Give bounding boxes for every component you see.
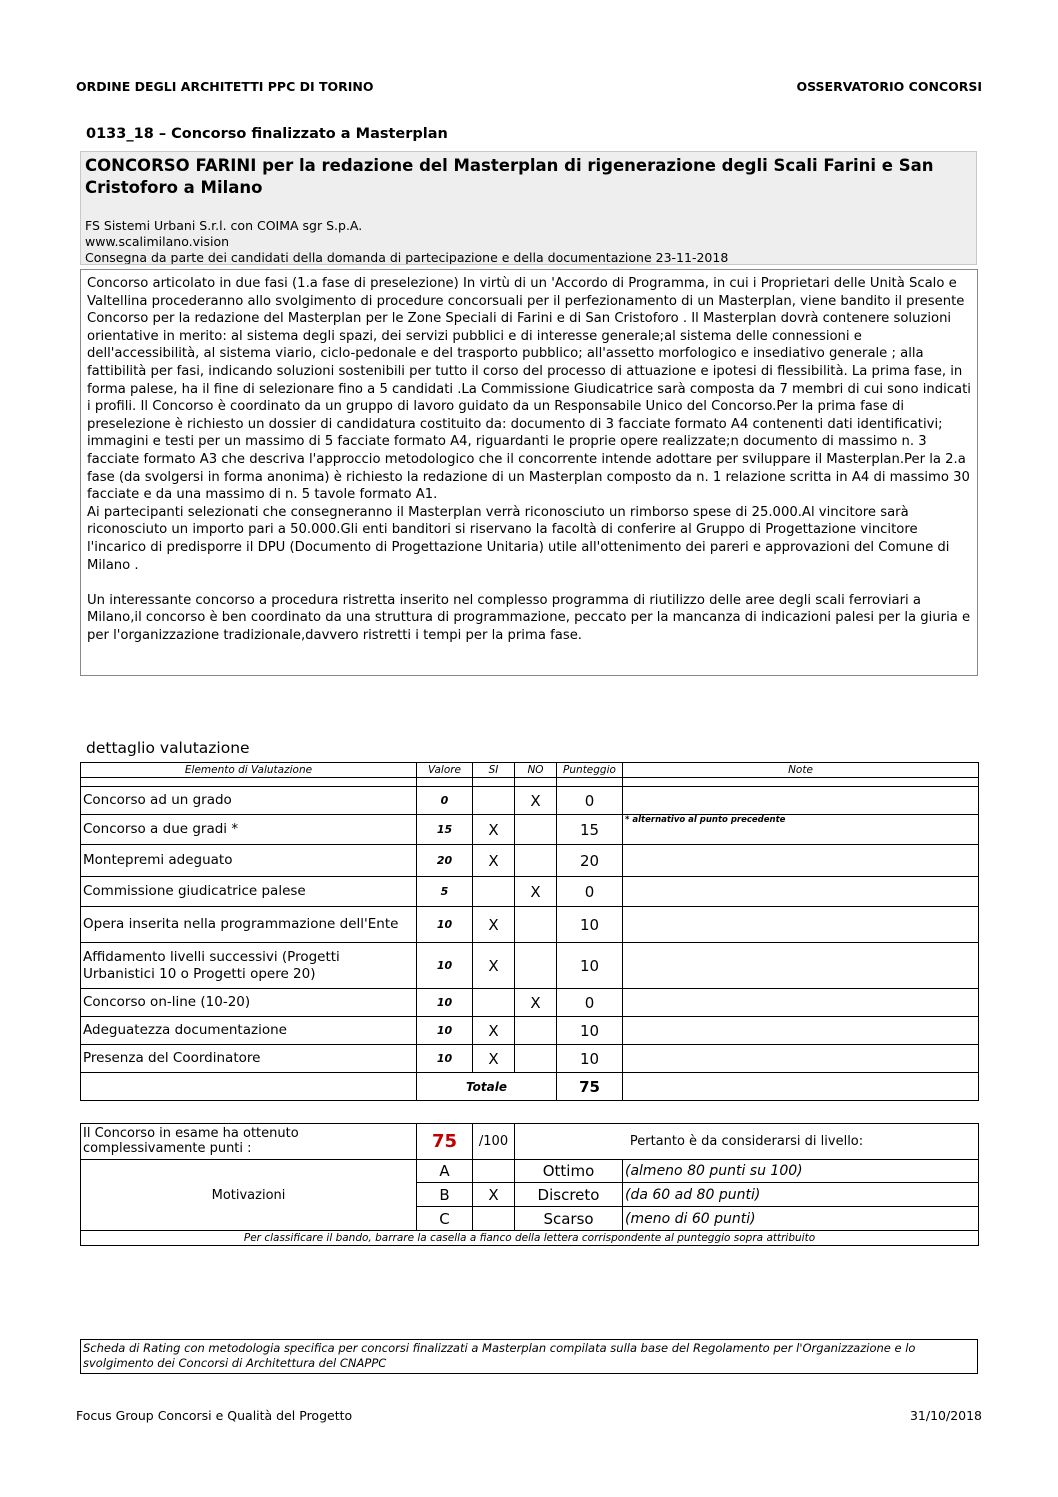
- evaluation-row: [81, 787, 979, 815]
- description-box: [80, 269, 978, 676]
- evaluation-element: Concorso on-line (10-20): [81, 989, 417, 1017]
- total-note: [623, 1073, 979, 1101]
- evaluation-section-title: dettaglio valutazione: [86, 739, 250, 757]
- summary-level-text: Pertanto è da considerarsi di livello:: [515, 1124, 979, 1160]
- level-row: [81, 1160, 979, 1183]
- evaluation-score: 0: [557, 877, 623, 907]
- instruction-row: [81, 1231, 979, 1246]
- evaluation-no: [515, 815, 557, 845]
- evaluation-si: X: [473, 845, 515, 877]
- contest-info-box: [80, 151, 977, 265]
- evaluation-si: X: [473, 815, 515, 845]
- evaluation-note: [623, 907, 979, 943]
- evaluation-value: 10: [417, 989, 473, 1017]
- evaluation-note: * alternativo al punto precedente: [623, 815, 979, 845]
- evaluation-si: [473, 989, 515, 1017]
- column-header: Note: [623, 763, 979, 778]
- level-letter: C: [417, 1207, 473, 1231]
- evaluation-no: [515, 907, 557, 943]
- code-title: 0133_18 – Concorso finalizzato a Masterplan: [86, 126, 448, 142]
- evaluation-note: [623, 845, 979, 877]
- column-header: Elemento di Valutazione: [81, 763, 417, 778]
- table-header-row: [81, 763, 979, 778]
- evaluation-value: 0: [417, 787, 473, 815]
- level-mark: [473, 1207, 515, 1231]
- level-mark: X: [473, 1183, 515, 1207]
- evaluation-table: [80, 762, 979, 1101]
- column-header: NO: [515, 763, 557, 778]
- summary-points-row: [81, 1124, 979, 1160]
- evaluation-si: X: [473, 907, 515, 943]
- evaluation-element: Presenza del Coordinatore: [81, 1045, 417, 1073]
- evaluation-value: 5: [417, 877, 473, 907]
- motivation-label: Motivazioni: [81, 1160, 417, 1231]
- evaluation-no: [515, 1017, 557, 1045]
- evaluation-score: 10: [557, 1045, 623, 1073]
- level-name: Discreto: [515, 1183, 623, 1207]
- evaluation-note: [623, 1045, 979, 1073]
- evaluation-si: [473, 877, 515, 907]
- evaluation-element: Affidamento livelli successivi (Progetti Urbanistici 10 o Progetti opere 20): [81, 943, 417, 989]
- summary-label: Il Concorso in esame ha ottenuto complessivamente punti :: [81, 1124, 417, 1160]
- evaluation-note: [623, 943, 979, 989]
- level-range: (da 60 ad 80 punti): [623, 1183, 979, 1207]
- summary-points: 75: [417, 1124, 473, 1160]
- evaluation-value: 10: [417, 943, 473, 989]
- evaluation-note: [623, 787, 979, 815]
- description-paragraph: Concorso articolato in due fasi (1.a fase di preselezione) In virtù di un 'Accordo di Programma, in cui i Proprietari delle Unità Scalo e Valtellina procederanno allo svolgimento di procedure concorsuali per il perfezionamento di un Masterplan, viene bandito il presente Concorso per la redazione del Masterplan per le Zone Speciali di Farini e di San Cristoforo . Il Masterplan dovrà contenere soluzioni orientative in merito: al sistema degli spazi, dei servizi pubblici e di interesse generale;al sistema delle connessioni e dell'accessibilità, al sistema viario, ciclo-pedonale e del trasporto pubblico; all'assetto morfologico e insediativo generale ; alla fattibilità per fasi, indicando soluzioni sostenibili per tutto il corso del processo di attuazione e ipotesi di flessibilità. La prima fase, in forma palese, ha il fine di selezionare fino a 5 candidati .La Commissione Giudicatrice sarà composta da 7 membri di cui sono indicati i profili. Il Concorso è coordinato da un gruppo di lavoro guidato da un Responsabile Unico del Concorso.Per la prima fase di preselezione è richiesto un dossier di candidatura costituito da: documento di 3 facciate formato A4 contenenti dati identificativi; immagini e testi per un massimo di 5 facciate formato A4, riguardanti le proprie opere realizzate;n documento di massimo n. 3 facciate formato A3 che descriva l'approccio metodologico che il concorrente intende adottare per sviluppare il Masterplan.Per la 2.a fase (da svolgersi in forma anonima) è richiesto la redazione di un Masterplan composto da n. 1 relazione scritta in A4 di massimo 30 facciate e da una massimo di n. 5 tavole formato A1.: [87, 276, 971, 503]
- total-label: Totale: [417, 1073, 557, 1101]
- evaluation-score: 0: [557, 787, 623, 815]
- organizer: FS Sistemi Urbani S.r.l. con COIMA sgr S.p.A.: [85, 218, 363, 233]
- description-paragraph: Un interessante concorso a procedura ristretta inserito nel complesso programma di riutilizzo delle aree degli scali ferroviari a Milano,il concorso è ben coordinato da una struttura di programmazione, peccato per la mancanza di indicazioni palesi per la giuria e per l'organizzazione tradizionale,davvero ristretti i tempi per la prima fase.: [87, 592, 971, 643]
- evaluation-no: [515, 943, 557, 989]
- evaluation-value: 20: [417, 845, 473, 877]
- evaluation-value: 10: [417, 907, 473, 943]
- evaluation-score: 10: [557, 1017, 623, 1045]
- description-paragraph: Ai partecipanti selezionati che consegneranno il Masterplan verrà riconosciuto un rimborso spese di 25.000.Al vincitore sarà riconosciuto un importo pari a 50.000.Gli enti banditori si riservano la facoltà di conferire al Gruppo di Progettazione vincitore l'incarico di predisporre il DPU (Documento di Progettazione Unitaria) utile all'ottenimento dei pareri e approvazioni del Comune di Milano .: [87, 504, 950, 573]
- summary-table: [80, 1123, 979, 1246]
- evaluation-score: 15: [557, 815, 623, 845]
- instruction-text: Per classificare il bando, barrare la casella a fianco della lettera corrispondente al punteggio sopra attribuito: [81, 1231, 979, 1246]
- evaluation-row: [81, 877, 979, 907]
- header-left: ORDINE DEGLI ARCHITETTI PPC DI TORINO: [76, 79, 374, 94]
- evaluation-si: X: [473, 943, 515, 989]
- evaluation-row: [81, 1017, 979, 1045]
- evaluation-score: 0: [557, 989, 623, 1017]
- evaluation-element: Commissione giudicatrice palese: [81, 877, 417, 907]
- total-score: 75: [557, 1073, 623, 1101]
- evaluation-value: 10: [417, 1045, 473, 1073]
- evaluation-no: X: [515, 877, 557, 907]
- evaluation-no: X: [515, 787, 557, 815]
- evaluation-value: 15: [417, 815, 473, 845]
- contest-meta: [85, 218, 728, 265]
- evaluation-no: [515, 1045, 557, 1073]
- evaluation-no: X: [515, 989, 557, 1017]
- summary-out-of: /100: [473, 1124, 515, 1160]
- evaluation-score: 10: [557, 907, 623, 943]
- column-header: SI: [473, 763, 515, 778]
- contest-title: CONCORSO FARINI per la redazione del Masterplan di rigenerazione degli Scali Farini e San Cristoforo a Milano: [85, 156, 934, 197]
- website: www.scalimilano.vision: [85, 234, 230, 249]
- evaluation-element: Adeguatezza documentazione: [81, 1017, 417, 1045]
- evaluation-note: [623, 989, 979, 1017]
- level-letter: B: [417, 1183, 473, 1207]
- total-empty: [81, 1073, 417, 1101]
- evaluation-si: [473, 787, 515, 815]
- evaluation-row: [81, 845, 979, 877]
- footer-right: 31/10/2018: [909, 1408, 982, 1423]
- evaluation-no: [515, 845, 557, 877]
- evaluation-note: [623, 877, 979, 907]
- level-name: Ottimo: [515, 1160, 623, 1183]
- level-mark: [473, 1160, 515, 1183]
- level-letter: A: [417, 1160, 473, 1183]
- evaluation-si: X: [473, 1045, 515, 1073]
- footer-left: Focus Group Concorsi e Qualità del Progetto: [76, 1408, 353, 1423]
- evaluation-element: Concorso a due gradi *: [81, 815, 417, 845]
- total-row: [81, 1073, 979, 1101]
- evaluation-element: Concorso ad un grado: [81, 787, 417, 815]
- evaluation-row: [81, 907, 979, 943]
- header-right: OSSERVATORIO CONCORSI: [796, 79, 982, 94]
- footer-note: Scheda di Rating con metodologia specifica per concorsi finalizzati a Masterplan compilata sulla base del Regolamento per l'Organizzazione e lo svolgimento dei Concorsi di Architettura del CNAPPC: [80, 1339, 978, 1374]
- evaluation-row: [81, 1045, 979, 1073]
- evaluation-row: [81, 815, 979, 845]
- level-range: (almeno 80 punti su 100): [623, 1160, 979, 1183]
- deadline: Consegna da parte dei candidati della domanda di partecipazione e della documentazione 23-11-2018: [85, 250, 729, 265]
- spacer-row: [81, 778, 979, 787]
- level-name: Scarso: [515, 1207, 623, 1231]
- level-range: (meno di 60 punti): [623, 1207, 979, 1231]
- evaluation-score: 10: [557, 943, 623, 989]
- evaluation-element: Opera inserita nella programmazione dell'Ente: [81, 907, 417, 943]
- evaluation-note: [623, 1017, 979, 1045]
- evaluation-element: Montepremi adeguato: [81, 845, 417, 877]
- evaluation-row: [81, 943, 979, 989]
- evaluation-si: X: [473, 1017, 515, 1045]
- evaluation-value: 10: [417, 1017, 473, 1045]
- evaluation-row: [81, 989, 979, 1017]
- evaluation-score: 20: [557, 845, 623, 877]
- column-header: Valore: [417, 763, 473, 778]
- column-header: Punteggio: [557, 763, 623, 778]
